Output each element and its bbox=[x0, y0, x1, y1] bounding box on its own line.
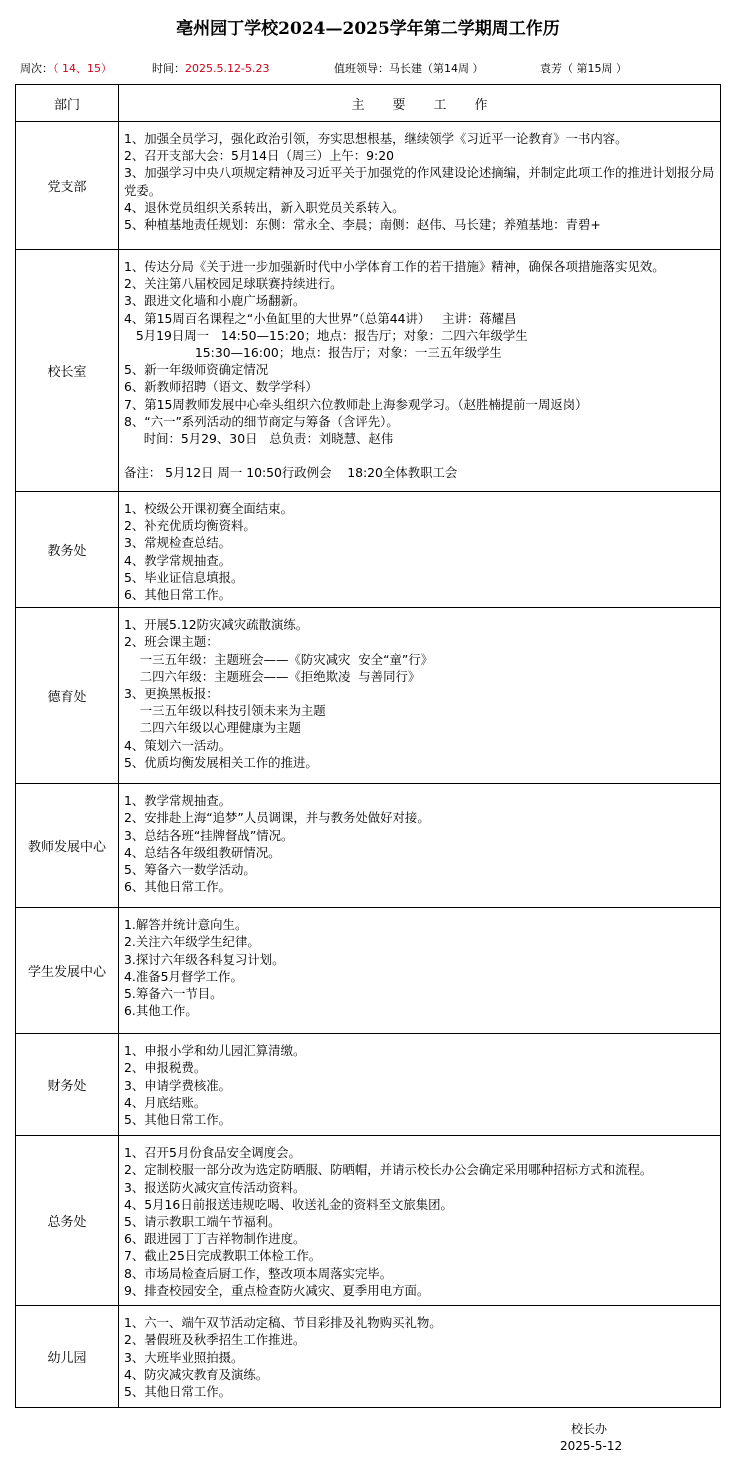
week-value: （ 14、15） bbox=[53, 62, 112, 75]
work-item: 4、策划六一活动。 bbox=[124, 737, 232, 753]
table-row bbox=[16, 608, 721, 784]
work-cell bbox=[119, 608, 721, 784]
work-item: 5月19日周一 14:50—15:20；地点：报告厅；对象：二四六年级学生 bbox=[124, 327, 528, 343]
work-item: 3.探讨六年级各科复习计划。 bbox=[124, 951, 285, 967]
work-item: 5.筹备六一节目。 bbox=[124, 986, 223, 1002]
dept-cell: 总务处 bbox=[16, 1136, 119, 1306]
work-item: 1、开展5.12防灾减灾疏散演练。 bbox=[124, 617, 309, 633]
work-item: 2、关注第八届校园足球联赛持续进行。 bbox=[124, 276, 343, 292]
work-item: 6.其他工作。 bbox=[124, 1003, 198, 1019]
work-item: 一三五年级以科技引领未来为主题 bbox=[124, 703, 326, 719]
work-item: 2、补充优质均衡资料。 bbox=[124, 518, 256, 534]
work-item: 5、新一年级师资确定情况 bbox=[124, 362, 269, 378]
work-item: 1、申报小学和幼儿园汇算清缴。 bbox=[124, 1043, 306, 1059]
work-item: 7、第15周教师发展中心牵头组织六位教师赴上海参观学习。（赵胜楠提前一周返岗） bbox=[124, 396, 588, 412]
work-item: 1、召开5月份食品安全调度会。 bbox=[124, 1145, 301, 1161]
table-row bbox=[16, 492, 721, 608]
dept-cell: 党支部 bbox=[16, 122, 119, 250]
work-item: 6、跟进园丁丁吉祥物制作进度。 bbox=[124, 1231, 306, 1247]
duty-info bbox=[334, 60, 484, 76]
work-item: 1.解答并统计意向生。 bbox=[124, 917, 248, 933]
work-cell bbox=[119, 122, 721, 250]
page-title: 亳州园丁学校2024—2025学年第二学期周工作历 bbox=[176, 19, 560, 39]
work-item: 3、报送防火减灾宣传活动资料。 bbox=[124, 1179, 306, 1195]
work-item: 6、其他日常工作。 bbox=[124, 587, 232, 603]
dept-cell: 校长室 bbox=[16, 250, 119, 492]
table-row bbox=[16, 250, 721, 492]
duty-value-week14: 马长建（第14周 ） bbox=[389, 62, 484, 75]
work-item: 二四六年级：主题班会——《拒绝欺凌 与善同行》 bbox=[124, 668, 421, 684]
work-item: 4、5月16日前报送违规吃喝、收送礼金的资料至文旅集团。 bbox=[124, 1196, 453, 1212]
work-item: 5、筹备六一数学活动。 bbox=[124, 862, 256, 878]
work-item: 5、优质均衡发展相关工作的推进。 bbox=[124, 754, 318, 770]
work-item: 4、第15周百名课程之“小鱼缸里的大世界”（总第44讲） 主讲：蒋耀昌 bbox=[124, 310, 517, 326]
meta-bar bbox=[0, 60, 736, 76]
work-item: 6、新教师招聘（语文、数学学科） bbox=[124, 379, 318, 395]
work-item: 1、校级公开课初赛全面结束。 bbox=[124, 501, 293, 516]
work-item: 4、防灾减灾教育及演练。 bbox=[124, 1366, 269, 1382]
footer-date: 2025-5-12 bbox=[560, 1439, 623, 1453]
work-item: 2、申报税费。 bbox=[124, 1060, 207, 1076]
work-item: 4、总结各年级组教研情况。 bbox=[124, 844, 281, 860]
table-body bbox=[16, 122, 721, 1408]
work-item: 5、其他日常工作。 bbox=[124, 1384, 232, 1400]
work-item: 5、种植基地责任规划：东侧：常永全、李晨；南侧：赵伟、马长建；养殖基地：青碧+ bbox=[124, 217, 601, 233]
work-cell bbox=[119, 492, 721, 608]
work-cell bbox=[119, 908, 721, 1034]
work-item: 15:30—16:00；地点：报告厅；对象：一三五年级学生 bbox=[124, 345, 502, 361]
work-item: 1、加强全员学习，强化政治引领，夯实思想根基，继续领学《习近平一论教育》一书内容。 bbox=[124, 131, 628, 146]
dept-cell: 幼儿园 bbox=[16, 1306, 119, 1408]
dept-cell: 德育处 bbox=[16, 608, 119, 784]
table-row bbox=[16, 908, 721, 1034]
duty-value-week15: 袁芳（ 第15周 ） bbox=[540, 62, 627, 75]
week-label-text: 周次： bbox=[20, 62, 53, 75]
work-item: 9、排查校园安全，重点检查防火减灾、夏季用电方面。 bbox=[124, 1282, 430, 1298]
work-item: 3、常规检查总结。 bbox=[124, 535, 232, 551]
work-item: 一三五年级：主题班会——《防灾减灾 安全“童”行》 bbox=[124, 651, 434, 667]
footer-office: 校长办 bbox=[571, 1422, 608, 1436]
work-item: 3、总结各班“挂牌督战”情况。 bbox=[124, 827, 294, 843]
work-item: 1、教学常规抽查。 bbox=[124, 793, 232, 809]
work-item: 2、暑假班及秋季招生工作推进。 bbox=[124, 1332, 306, 1348]
work-item: 4.准备5月督学工作。 bbox=[124, 968, 243, 984]
work-item: 2.关注六年级学生纪律。 bbox=[124, 934, 260, 950]
table-row bbox=[16, 122, 721, 250]
work-cell bbox=[119, 784, 721, 908]
work-item: 2、班会课主题： bbox=[124, 634, 219, 650]
work-item: 5、请示教职工端午节福利。 bbox=[124, 1214, 281, 1230]
table-row bbox=[16, 1034, 721, 1136]
dept-cell: 学生发展中心 bbox=[16, 908, 119, 1034]
work-item: 4、月底结账。 bbox=[124, 1094, 207, 1110]
work-item: 5、其他日常工作。 bbox=[124, 1112, 232, 1128]
work-calendar-table bbox=[15, 84, 721, 1408]
table-row bbox=[16, 1136, 721, 1306]
work-column-header bbox=[119, 85, 721, 122]
work-item bbox=[124, 447, 716, 464]
work-item: 8、“六一”系列活动的细节商定与筹备（含评先）。 bbox=[124, 413, 399, 429]
time-label: 时间： bbox=[152, 62, 185, 75]
work-item: 4、退休党员组织关系转出，新入职党员关系转入。 bbox=[124, 199, 405, 215]
work-item: 6、其他日常工作。 bbox=[124, 879, 232, 895]
dept-cell: 教务处 bbox=[16, 492, 119, 608]
work-cell bbox=[119, 1136, 721, 1306]
work-item: 2、安排赴上海“追梦”人员调课，并与教务处做好对接。 bbox=[124, 810, 430, 826]
work-item: 1、六一、端午双节活动定稿、节目彩排及礼物购买礼物。 bbox=[124, 1315, 442, 1331]
work-item: 4、教学常规抽查。 bbox=[124, 552, 232, 568]
dept-cell: 财务处 bbox=[16, 1034, 119, 1136]
work-item: 3、加强学习中央八项规定精神及习近平关于加强党的作风建设论述摘编，并制定此项工作的推进计划报分局党委。 bbox=[124, 165, 715, 198]
time-value: 2025.5.12-5.23 bbox=[185, 62, 270, 75]
work-item: 备注： 5月12日 周一 10:50行政例会 18:20全体教职工会 bbox=[124, 465, 458, 481]
work-item: 3、跟进文化墙和小鹿广场翻新。 bbox=[124, 293, 306, 309]
table-row bbox=[16, 1306, 721, 1408]
work-cell bbox=[119, 1034, 721, 1136]
table-header-row bbox=[16, 85, 721, 122]
time-info bbox=[152, 60, 269, 76]
work-item: 2、定制校服一部分改为选定防晒服、防晒帽，并请示校长办公会确定采用哪种招标方式和流程。 bbox=[124, 1162, 653, 1178]
duty-label: 值班领导： bbox=[334, 62, 389, 75]
work-item: 8、市场局检查后厨工作，整改项本周落实完毕。 bbox=[124, 1265, 393, 1281]
work-item: 3、申请学费核准。 bbox=[124, 1077, 232, 1093]
work-item: 时间：5月29、30日 总负责：刘晓慧、赵伟 bbox=[124, 431, 394, 447]
dept-column-header: 部门 bbox=[16, 85, 119, 122]
work-item: 2、召开支部大会：5月14日（周三）上午：9:20 bbox=[124, 148, 394, 164]
work-item: 7、截止25日完成教职工体检工作。 bbox=[124, 1248, 322, 1264]
work-item: 二四六年级以心理健康为主题 bbox=[124, 720, 301, 736]
work-column-header-text: 主要工作 bbox=[351, 97, 516, 113]
week-label bbox=[20, 60, 112, 76]
table-row bbox=[16, 784, 721, 908]
work-item: 3、更换黑板报： bbox=[124, 686, 219, 702]
dept-cell: 教师发展中心 bbox=[16, 784, 119, 908]
work-item: 1、传达分局《关于进一步加强新时代中小学体育工作的若干措施》精神，确保各项措施落实见效。 bbox=[124, 259, 665, 274]
work-cell bbox=[119, 1306, 721, 1408]
work-cell bbox=[119, 250, 721, 492]
work-item: 5、毕业证信息填报。 bbox=[124, 569, 244, 585]
work-item: 3、大班毕业照拍摄。 bbox=[124, 1349, 244, 1365]
